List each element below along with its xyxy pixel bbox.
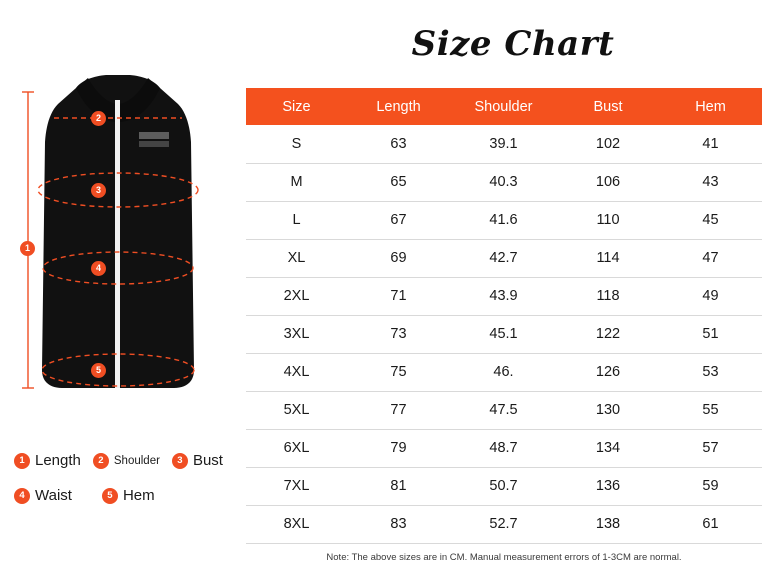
column-header-bust: Bust xyxy=(557,88,659,125)
cell-bust: 134 xyxy=(557,429,659,467)
cell-hem: 51 xyxy=(659,315,762,353)
table-row xyxy=(246,125,762,163)
column-header-hem: Hem xyxy=(659,88,762,125)
legend-label-shoulder: Shoulder xyxy=(113,454,160,467)
cell-bust: 102 xyxy=(557,125,659,163)
cell-bust: 130 xyxy=(557,391,659,429)
cell-hem: 47 xyxy=(659,239,762,277)
legend-badge-1-icon: 1 xyxy=(14,453,30,469)
marker-hem-icon: 5 xyxy=(91,363,106,378)
page-title: Size Chart xyxy=(411,24,615,64)
table-header-row xyxy=(246,88,762,125)
cell-bust: 138 xyxy=(557,505,659,543)
cell-size: 2XL xyxy=(246,277,347,315)
cell-bust: 126 xyxy=(557,353,659,391)
cell-size: 6XL xyxy=(246,429,347,467)
size-table-body xyxy=(246,125,762,543)
cell-size: L xyxy=(246,201,347,239)
vest-svg xyxy=(18,70,218,410)
legend-item-bust xyxy=(172,452,223,469)
legend-badge-2-icon: 2 xyxy=(93,453,109,469)
marker-shoulder-icon: 2 xyxy=(91,111,106,126)
marker-waist-icon: 4 xyxy=(91,261,106,276)
table-row xyxy=(246,505,762,543)
cell-shoulder: 45.1 xyxy=(450,315,557,353)
cell-hem: 49 xyxy=(659,277,762,315)
cell-bust: 114 xyxy=(557,239,659,277)
cell-hem: 45 xyxy=(659,201,762,239)
cell-length: 73 xyxy=(347,315,450,353)
table-row xyxy=(246,391,762,429)
legend-item-shoulder xyxy=(93,453,160,469)
column-header-shoulder: Shoulder xyxy=(450,88,557,125)
cell-hem: 41 xyxy=(659,125,762,163)
cell-size: 5XL xyxy=(246,391,347,429)
cell-shoulder: 47.5 xyxy=(450,391,557,429)
legend-badge-5-icon: 5 xyxy=(102,488,118,504)
length-measure-line xyxy=(22,92,34,388)
cell-shoulder: 41.6 xyxy=(450,201,557,239)
table-row xyxy=(246,201,762,239)
table-row xyxy=(246,239,762,277)
cell-hem: 43 xyxy=(659,163,762,201)
cell-size: 7XL xyxy=(246,467,347,505)
cell-length: 83 xyxy=(347,505,450,543)
table-row xyxy=(246,467,762,505)
cell-length: 79 xyxy=(347,429,450,467)
legend-label-bust: Bust xyxy=(192,452,223,469)
table-row xyxy=(246,353,762,391)
size-table-head xyxy=(246,88,762,125)
marker-length-icon: 1 xyxy=(20,241,35,256)
cell-bust: 118 xyxy=(557,277,659,315)
cell-length: 65 xyxy=(347,163,450,201)
cell-bust: 110 xyxy=(557,201,659,239)
cell-size: S xyxy=(246,125,347,163)
cell-bust: 106 xyxy=(557,163,659,201)
legend-item-length xyxy=(14,452,81,469)
cell-hem: 55 xyxy=(659,391,762,429)
measurement-legend xyxy=(14,452,240,522)
cell-size: XL xyxy=(246,239,347,277)
cell-length: 63 xyxy=(347,125,450,163)
cell-hem: 53 xyxy=(659,353,762,391)
zipper-line xyxy=(115,100,120,388)
legend-item-waist xyxy=(14,487,72,504)
legend-badge-3-icon: 3 xyxy=(172,453,188,469)
cell-shoulder: 50.7 xyxy=(450,467,557,505)
cell-length: 69 xyxy=(347,239,450,277)
cell-size: M xyxy=(246,163,347,201)
cell-hem: 57 xyxy=(659,429,762,467)
legend-label-length: Length xyxy=(35,452,81,469)
table-row xyxy=(246,429,762,467)
cell-length: 77 xyxy=(347,391,450,429)
measurement-note: Note: The above sizes are in CM. Manual measurement errors of 1-3CM are normal. xyxy=(326,552,682,563)
cell-size: 3XL xyxy=(246,315,347,353)
cell-size: 4XL xyxy=(246,353,347,391)
cell-length: 75 xyxy=(347,353,450,391)
legend-row-bottom xyxy=(14,487,240,504)
cell-shoulder: 48.7 xyxy=(450,429,557,467)
cell-shoulder: 43.9 xyxy=(450,277,557,315)
garment-illustration-panel xyxy=(0,0,246,576)
table-row xyxy=(246,277,762,315)
cell-shoulder: 40.3 xyxy=(450,163,557,201)
cell-shoulder: 42.7 xyxy=(450,239,557,277)
cell-bust: 136 xyxy=(557,467,659,505)
cell-size: 8XL xyxy=(246,505,347,543)
cell-shoulder: 39.1 xyxy=(450,125,557,163)
legend-label-hem: Hem xyxy=(122,487,155,504)
cell-hem: 61 xyxy=(659,505,762,543)
legend-row-top xyxy=(14,452,240,469)
marker-bust-icon: 3 xyxy=(91,183,106,198)
cell-hem: 59 xyxy=(659,467,762,505)
size-table xyxy=(246,88,762,544)
legend-label-waist: Waist xyxy=(35,487,72,504)
table-row xyxy=(246,163,762,201)
cell-length: 81 xyxy=(347,467,450,505)
legend-item-hem xyxy=(102,487,155,504)
cell-bust: 122 xyxy=(557,315,659,353)
cell-length: 67 xyxy=(347,201,450,239)
cell-length: 71 xyxy=(347,277,450,315)
vest-diagram xyxy=(18,70,218,410)
legend-badge-4-icon: 4 xyxy=(14,488,30,504)
cell-shoulder: 46. xyxy=(450,353,557,391)
cell-shoulder: 52.7 xyxy=(450,505,557,543)
column-header-length: Length xyxy=(347,88,450,125)
size-chart-panel xyxy=(246,0,780,576)
column-header-size: Size xyxy=(246,88,347,125)
table-row xyxy=(246,315,762,353)
